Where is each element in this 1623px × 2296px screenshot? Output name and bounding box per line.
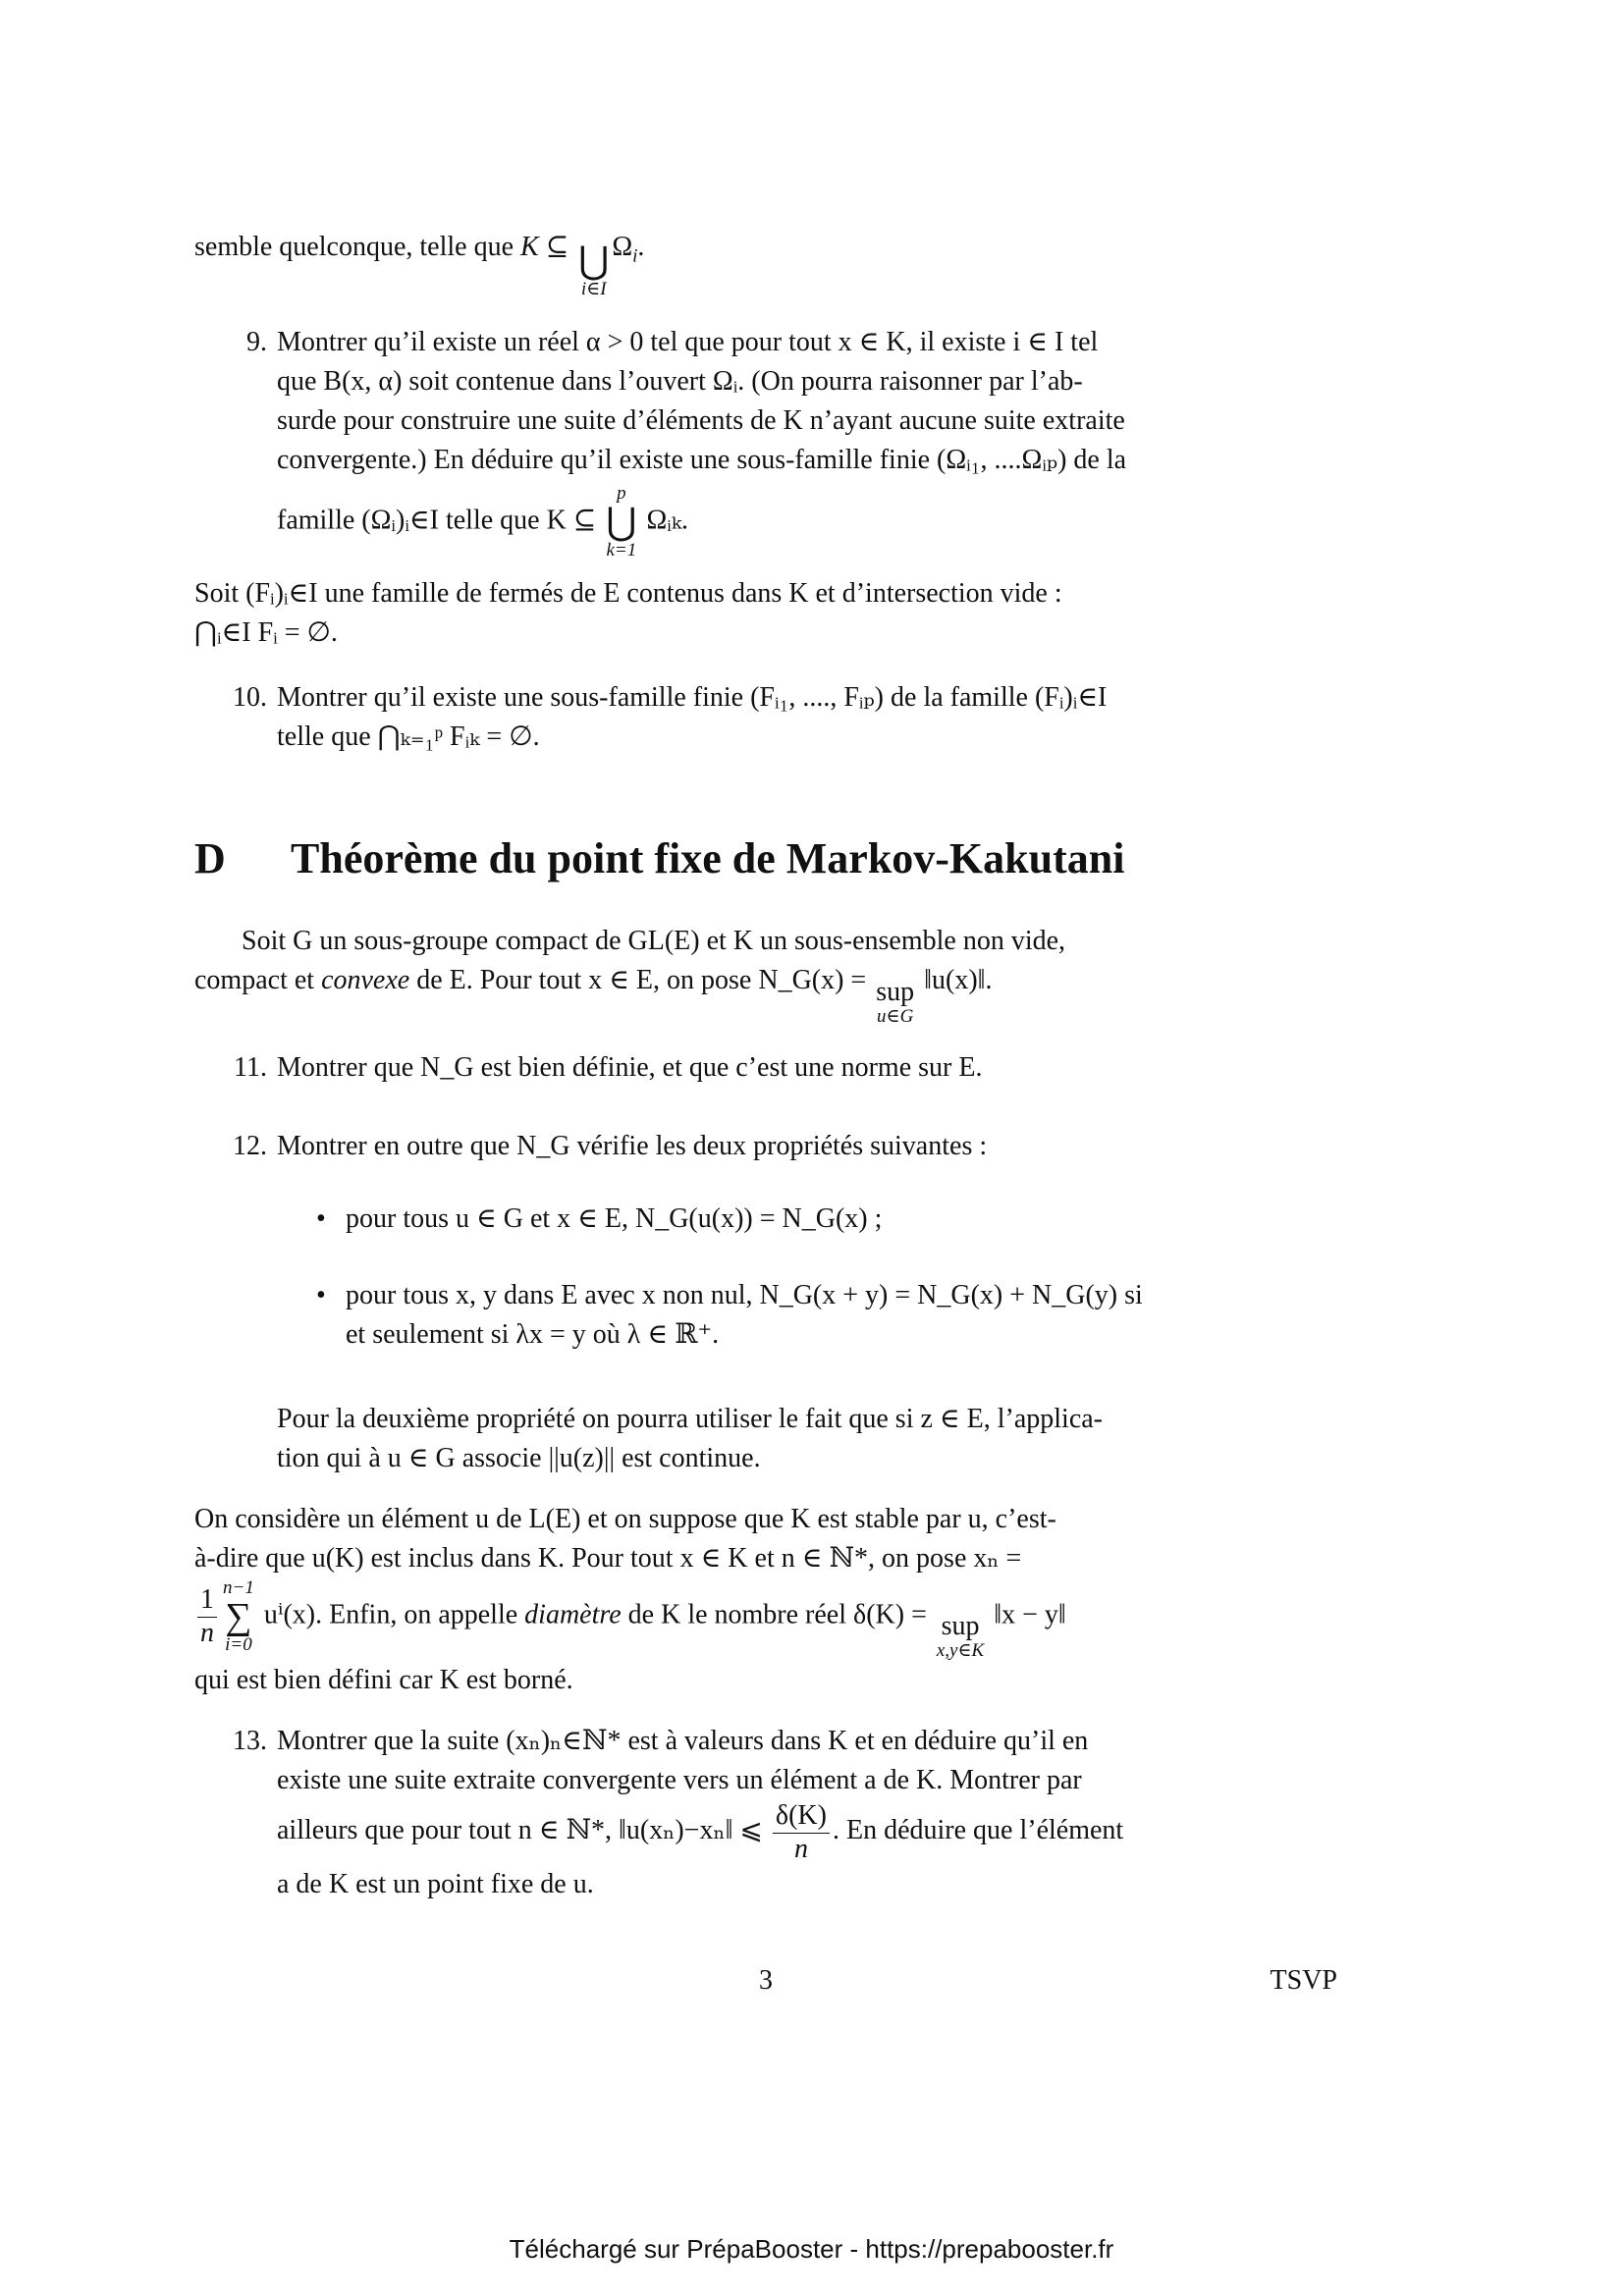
sup-operator [876, 978, 914, 1027]
bullet-marker: • [316, 1280, 326, 1310]
sup-lower-index: x,y∈K [936, 1640, 985, 1662]
fraction-numerator: δ(K) [773, 1800, 830, 1833]
q9-line-5-end: Ωᵢₖ. [639, 505, 689, 536]
page-number: 3 [759, 1964, 773, 1996]
paraU-line-2: à-dire que u(K) est inclus dans K. Pour tout x ∈ K et n ∈ ℕ*, on pose xₙ = [194, 1543, 1022, 1574]
sum-lower-index: i=0 [225, 1634, 252, 1655]
section-heading [194, 833, 1337, 884]
paraG-line-1: Soit G un sous-groupe compact de GL(E) et K un sous-ensemble non vide, [242, 926, 1066, 956]
math-K: K [520, 232, 539, 262]
q10-line-2: telle que ⋂ₖ₌₁ᵖ Fᵢₖ = ∅. [277, 721, 540, 752]
question-number: 11. [234, 1052, 267, 1083]
paraU-line-3 [194, 1578, 1337, 1661]
sum-upper-index: n−1 [223, 1577, 254, 1598]
intro-end: . [637, 232, 645, 262]
question-12 [194, 1127, 1337, 1166]
intro-line [194, 228, 1337, 299]
intro-text: semble quelconque, telle que [194, 232, 520, 262]
tsvp-label: TSVP [1270, 1964, 1337, 1996]
paragraph-stable-operator [194, 1500, 1337, 1700]
union-upper-index: p [617, 483, 626, 504]
q10-line-1: Montrer qu’il existe une sous-famille finie (Fᵢ₁, ...., Fᵢₚ) de la famille (Fᵢ)ᵢ∈I [277, 682, 1108, 713]
bullet-text: pour tous u ∈ G et x ∈ E, N_G(u(x)) = N_G(x) ; [346, 1203, 883, 1234]
q9-line-3: surde pour construire une suite d’éléments de K n’ayant aucune suite extraite [277, 405, 1125, 436]
q9-line-1: Montrer qu’il existe un réel α > 0 tel que pour tout x ∈ K, il existe i ∈ I tel [277, 327, 1099, 357]
intro-fragment [194, 228, 1337, 299]
q9-line-2: que B(x, α) soit contenue dans l’ouvert Ωᵢ. (On pourra raisonner par l’ab- [277, 366, 1083, 397]
sup-operator [937, 1612, 984, 1661]
question-11 [194, 1048, 1337, 1088]
q13-line-2: existe une suite extraite convergente vers un élément a de K. Montrer par [277, 1765, 1082, 1796]
question-9 [194, 323, 1337, 561]
sum-symbol: ∑ [225, 1596, 252, 1637]
fraction-delta-over-n [773, 1800, 830, 1864]
sup-lower-index: u∈G [877, 1006, 914, 1027]
fraction-denominator: n [793, 1833, 808, 1864]
q9-line-5 [277, 484, 1337, 561]
q13-line-3-a: ailleurs que pour tout n ∈ ℕ*, ‖u(xₙ)−xₙ‖ ⩽ [277, 1815, 770, 1846]
fraction-numerator: 1 [197, 1584, 217, 1617]
download-watermark: Téléchargé sur PrépaBooster - https://prepabooster.fr [509, 2234, 1114, 2264]
union-symbol: ⋃ [606, 502, 637, 543]
union-symbol: ⋃ [578, 240, 610, 282]
paraU-line-3-b: de K le nombre réel δ(K) = [621, 1599, 934, 1630]
section-letter: D [194, 834, 226, 882]
bullet-line-1: pour tous x, y dans E avec x non nul, N_G(x + y) = N_G(x) + N_G(y) si [346, 1280, 1143, 1310]
q12-text: Montrer en outre que N_G vérifie les deux propriétés suivantes : [277, 1131, 988, 1161]
q13-line-3-b: . En déduire que l’élément [832, 1815, 1124, 1846]
q13-line-4: a de K est un point fixe de u. [277, 1868, 594, 1899]
fraction-denominator: n [200, 1617, 214, 1648]
question-10 [194, 678, 1337, 757]
union-lower-index: k=1 [606, 540, 637, 561]
paraF-line-2: ⋂ᵢ∈I Fᵢ = ∅. [194, 617, 338, 648]
paraG-line-2-text: compact et [194, 965, 322, 995]
q12-hint [194, 1400, 1337, 1478]
question-number: 13. [233, 1726, 267, 1757]
big-union [578, 242, 609, 299]
question-number: 12. [233, 1131, 267, 1161]
question-13 [194, 1722, 1337, 1903]
omega-subscript: i [632, 245, 638, 267]
q11-text: Montrer que N_G est bien définie, et que c’est une norme sur E. [277, 1052, 983, 1083]
document-page [194, 0, 1337, 2001]
bullet-marker: • [316, 1203, 326, 1234]
paragraph-closed-family [194, 574, 1337, 653]
emphasis-diametre: diamètre [524, 1599, 622, 1630]
fraction-1-over-n [197, 1584, 217, 1648]
paraG-line-2 [194, 961, 1337, 1027]
paraF-line-1: Soit (Fᵢ)ᵢ∈I une famille de fermés de E contenus dans K et d’intersection vide : [194, 578, 1062, 609]
q12-bullet-1 [194, 1200, 1337, 1239]
paraG-line-2-end: ‖u(x)‖. [917, 965, 993, 995]
math-subseteq: ⊆ [538, 232, 576, 262]
sum-operator [223, 1578, 254, 1655]
question-number: 10. [233, 682, 267, 713]
sup-label: sup [941, 1611, 980, 1642]
emphasis-convexe: convexe [321, 965, 410, 995]
union-lower-index: i∈I [580, 279, 607, 299]
big-union [606, 484, 636, 561]
paraU-line-3-a: uⁱ(x). Enfin, on appelle [256, 1599, 525, 1630]
paraU-line-4: qui est bien défini car K est borné. [194, 1665, 573, 1696]
q9-line-5-text: famille (Ωᵢ)ᵢ∈I telle que K ⊆ [277, 505, 604, 536]
q12-bullet-2 [194, 1276, 1337, 1355]
q13-line-1: Montrer que la suite (xₙ)ₙ∈ℕ* est à valeurs dans K et en déduire qu’il en [277, 1726, 1089, 1757]
paragraph-group-definition [194, 922, 1337, 1027]
omega: Ω [612, 232, 633, 262]
hint-line-1: Pour la deuxième propriété on pourra utiliser le fait que si z ∈ E, l’applica- [277, 1404, 1103, 1434]
q13-line-3 [277, 1800, 1337, 1864]
paraU-line-1: On considère un élément u de L(E) et on suppose que K est stable par u, c’est- [194, 1504, 1056, 1534]
sup-label: sup [876, 977, 915, 1007]
page-footer [194, 1961, 1337, 2001]
q9-line-4: convergente.) En déduire qu’il existe une sous-famille finie (Ωᵢ₁, ....Ωᵢₚ) de la [277, 445, 1127, 475]
hint-line-2: tion qui à u ∈ G associe ||u(z)|| est continue. [277, 1443, 761, 1473]
question-number: 9. [246, 327, 267, 357]
paraU-line-3-end: ‖x − y‖ [987, 1599, 1066, 1630]
bullet-line-2: et seulement si λx = y où λ ∈ ℝ⁺. [346, 1319, 720, 1350]
paraG-line-2-rest: de E. Pour tout x ∈ E, on pose N_G(x) = [409, 965, 874, 995]
section-title: Théorème du point fixe de Markov-Kakutani [291, 834, 1125, 882]
